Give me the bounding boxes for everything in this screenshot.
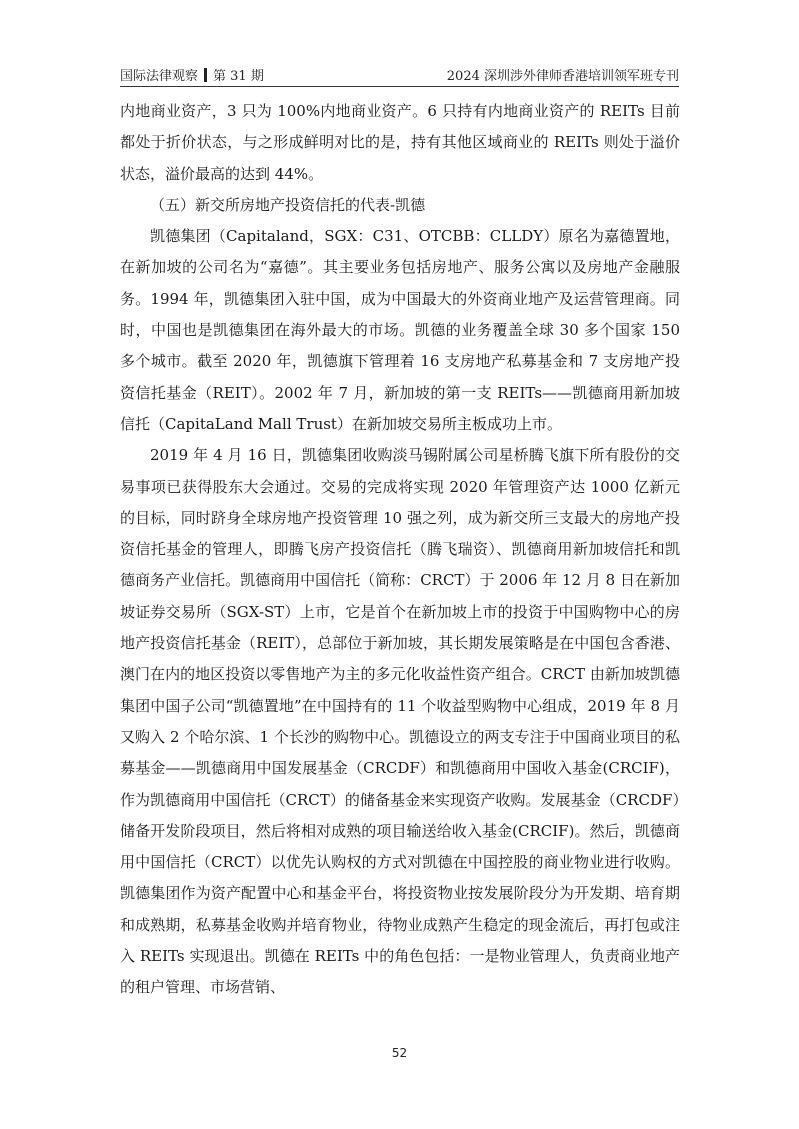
page-number: 52	[391, 1046, 408, 1060]
header-separator	[204, 68, 207, 82]
paragraph-continuation: 内地商业资产，3 只为 100%内地商业资产。6 只持有内地商业资产的 REITs 目前都处于折价状态，与之形成鲜明对比的是，持有其他区域商业的 REITs 则处于溢价状态，溢价最高的达到 44%。	[120, 102, 680, 183]
header-left	[120, 65, 264, 84]
journal-title: 国际法律观察	[120, 69, 199, 84]
page-header	[120, 60, 679, 87]
paragraph-capitaland-intro: 凯德集团（Capitaland，SGX：C31、OTCBB：CLLDY）原名为嘉德置地，在新加坡的公司名为“嘉德”。其主要业务包括房地产、服务公寓以及房地产金融服务。1994 年，凯德集团入驻中国，成为中国最大的外资商业地产及运营管理商。同时，中国也是凯德集团在海外最大的市场。凯德的业务覆盖全球 30 多个国家 150 多个城市。截至 2020 年，凯德旗下管理着 16 支房地产私募基金和 7 支房地产投资信托基金（REIT）。2002 年 7 月，新加坡的第一支 REITs——凯德商用新加坡信托（CapitaLand Mall Trust）在新加坡交易所主板成功上市。	[120, 227, 680, 433]
body-text	[120, 96, 680, 1004]
special-issue-title: 2024 深圳涉外律师香港培训领军班专刊	[446, 69, 679, 84]
issue-number: 第 31 期	[213, 69, 264, 84]
section-heading: （五）新交所房地产投资信托的代表-凯德	[150, 195, 426, 214]
paragraph-acquisition: 2019 年 4 月 16 日，凯德集团收购淡马锡附属公司星桥腾飞旗下所有股份的交易事项已获得股东大会通过。交易的完成将实现 2020 年管理资产达 1000 亿新元的目标，同时跻身全球房地产投资管理 10 强之列，成为新交所三支最大的房地产投资信托基金的管理人，即腾飞房产投资信托（腾飞瑞资）、凯德商用新加坡信托和凯德商务产业信托。凯德商用中国信托（简称：CRCT）于 2006 年 12 月 8 日在新加坡证券交易所（SGX-ST）上市，它是首个在新加坡上市的投资于中国购物中心的房地产投资信托基金（REIT），总部位于新加坡，其长期发展策略是在中国包含香港、澳门在内的地区投资以零售地产为主的多元化收益性资产组合。CRCT 由新加坡凯德集团中国子公司“凯德置地”在中国持有的 11 个收益型购物中心组成，2019 年 8 月又购入 2 个哈尔滨、1 个长沙的购物中心。凯德设立的两支专注于中国商业项目的私募基金——凯德商用中国发展基金（CRCDF）和凯德商用中国收入基金(CRCIF)，作为凯德商用中国信托（CRCT）的储备基金来实现资产收购。发展基金（CRCDF）储备开发阶段项目，然后将相对成熟的项目输送给收入基金(CRCIF)。然后，凯德商用中国信托（CRCT）以优先认购权的方式对凯德在中国控股的商业物业进行收购。凯德集团作为资产配置中心和基金平台，将投资物业按发展阶段分为开发期、培育期和成熟期，私募基金收购并培育物业，待物业成熟产生稳定的现金流后，再打包或注入 REITs 实现退出。凯德在 REITs 中的角色包括：一是物业管理人，负责商业地产的租户管理、市场营销、	[120, 446, 680, 997]
